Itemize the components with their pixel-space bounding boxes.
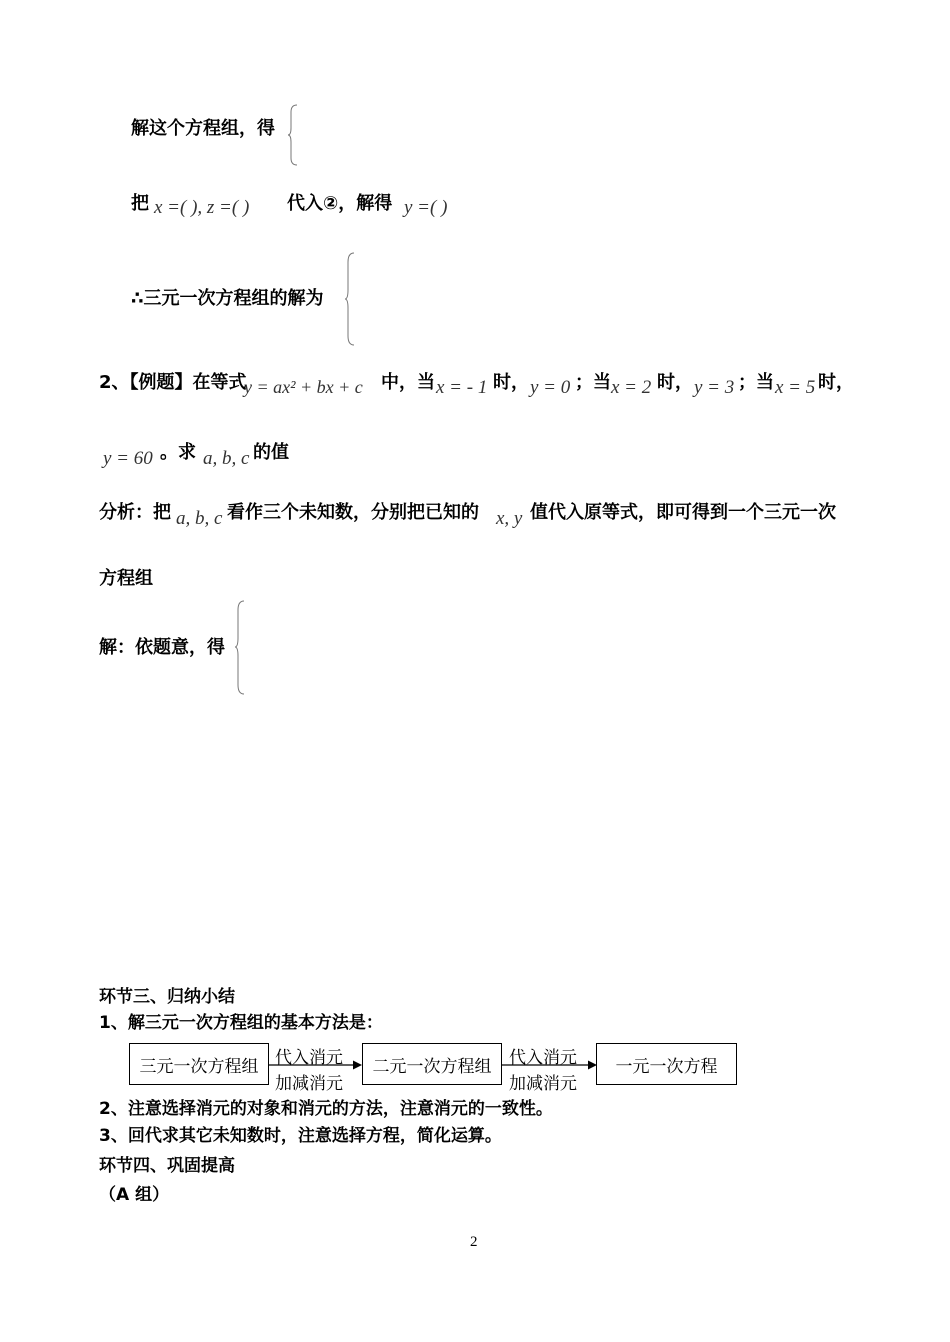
solution-label: 解：依题意，得 [99,637,225,658]
arrow-label-elimination: 加减消元 [509,1074,577,1094]
arrow-label-substitution: 代入消元 [275,1048,343,1068]
analysis-mid: 看作三个未知数，分别把已知的 [227,502,479,523]
example-text: ；当 [575,372,611,393]
left-brace-icon [234,600,246,695]
condition-y: y = 60 [103,448,153,469]
flow-box-two-variable: 二元一次方程组 [362,1043,502,1085]
substitute-mid: 代入②，解得 [287,193,393,214]
summary-point: 1、解三元一次方程组的基本方法是： [99,1013,383,1033]
section-heading: 环节三、归纳小结 [99,987,235,1007]
substitute-prefix: 把 [131,193,149,214]
solution-text: ∴三元一次方程组的解为 [131,288,324,309]
substitute-expr: x =( ), z =( ) [154,197,250,218]
analysis-prefix: 分析：把 [99,502,171,523]
unknown-vars: a, b, c [203,448,250,469]
known-vars: x, y [496,508,523,529]
example-text: 时， [657,372,693,393]
arrow-right-icon [502,1059,598,1071]
condition-y: y = 0 [530,377,571,398]
example-intro: 2、【例题】在等式 [99,372,247,393]
flow-box-one-variable: 一元一次方程 [596,1043,737,1085]
example-text: 时， [493,372,529,393]
arrow-right-icon [269,1059,363,1071]
analysis-suffix: 值代入原等式，即可得到一个三元一次 [530,502,836,523]
summary-point: 3、回代求其它未知数时，注意选择方程，简化运算。 [99,1126,502,1146]
left-brace-icon [287,104,299,166]
page-number: 2 [470,1234,478,1250]
example-text: 的值 [253,442,289,463]
condition-y: y = 3 [694,377,735,398]
condition-x: x = 2 [611,377,652,398]
substitute-result: y =( ) [404,197,448,218]
example-text: ；当 [738,372,774,393]
solve-text: 解这个方程组，得 [131,118,275,139]
example-text: 时， [818,372,854,393]
section-heading: 环节四、巩固提高 [99,1156,235,1176]
analysis-line2: 方程组 [99,568,153,589]
example-text: 中，当 [381,372,435,393]
arrow-label-elimination: 加减消元 [275,1074,343,1094]
condition-x: x = 5 [775,377,816,398]
group-label: （A 组） [99,1185,170,1205]
unknown-vars: a, b, c [176,508,223,529]
summary-point: 2、注意选择消元的对象和消元的方法，注意消元的一致性。 [99,1099,553,1119]
condition-x: x = - 1 [436,377,488,398]
example-equation: y = ax² + bx + c [244,377,363,397]
example-text: 。求 [160,442,196,463]
arrow-label-substitution: 代入消元 [509,1048,577,1068]
left-brace-icon [344,252,356,346]
flow-box-three-variable: 三元一次方程组 [129,1043,269,1085]
